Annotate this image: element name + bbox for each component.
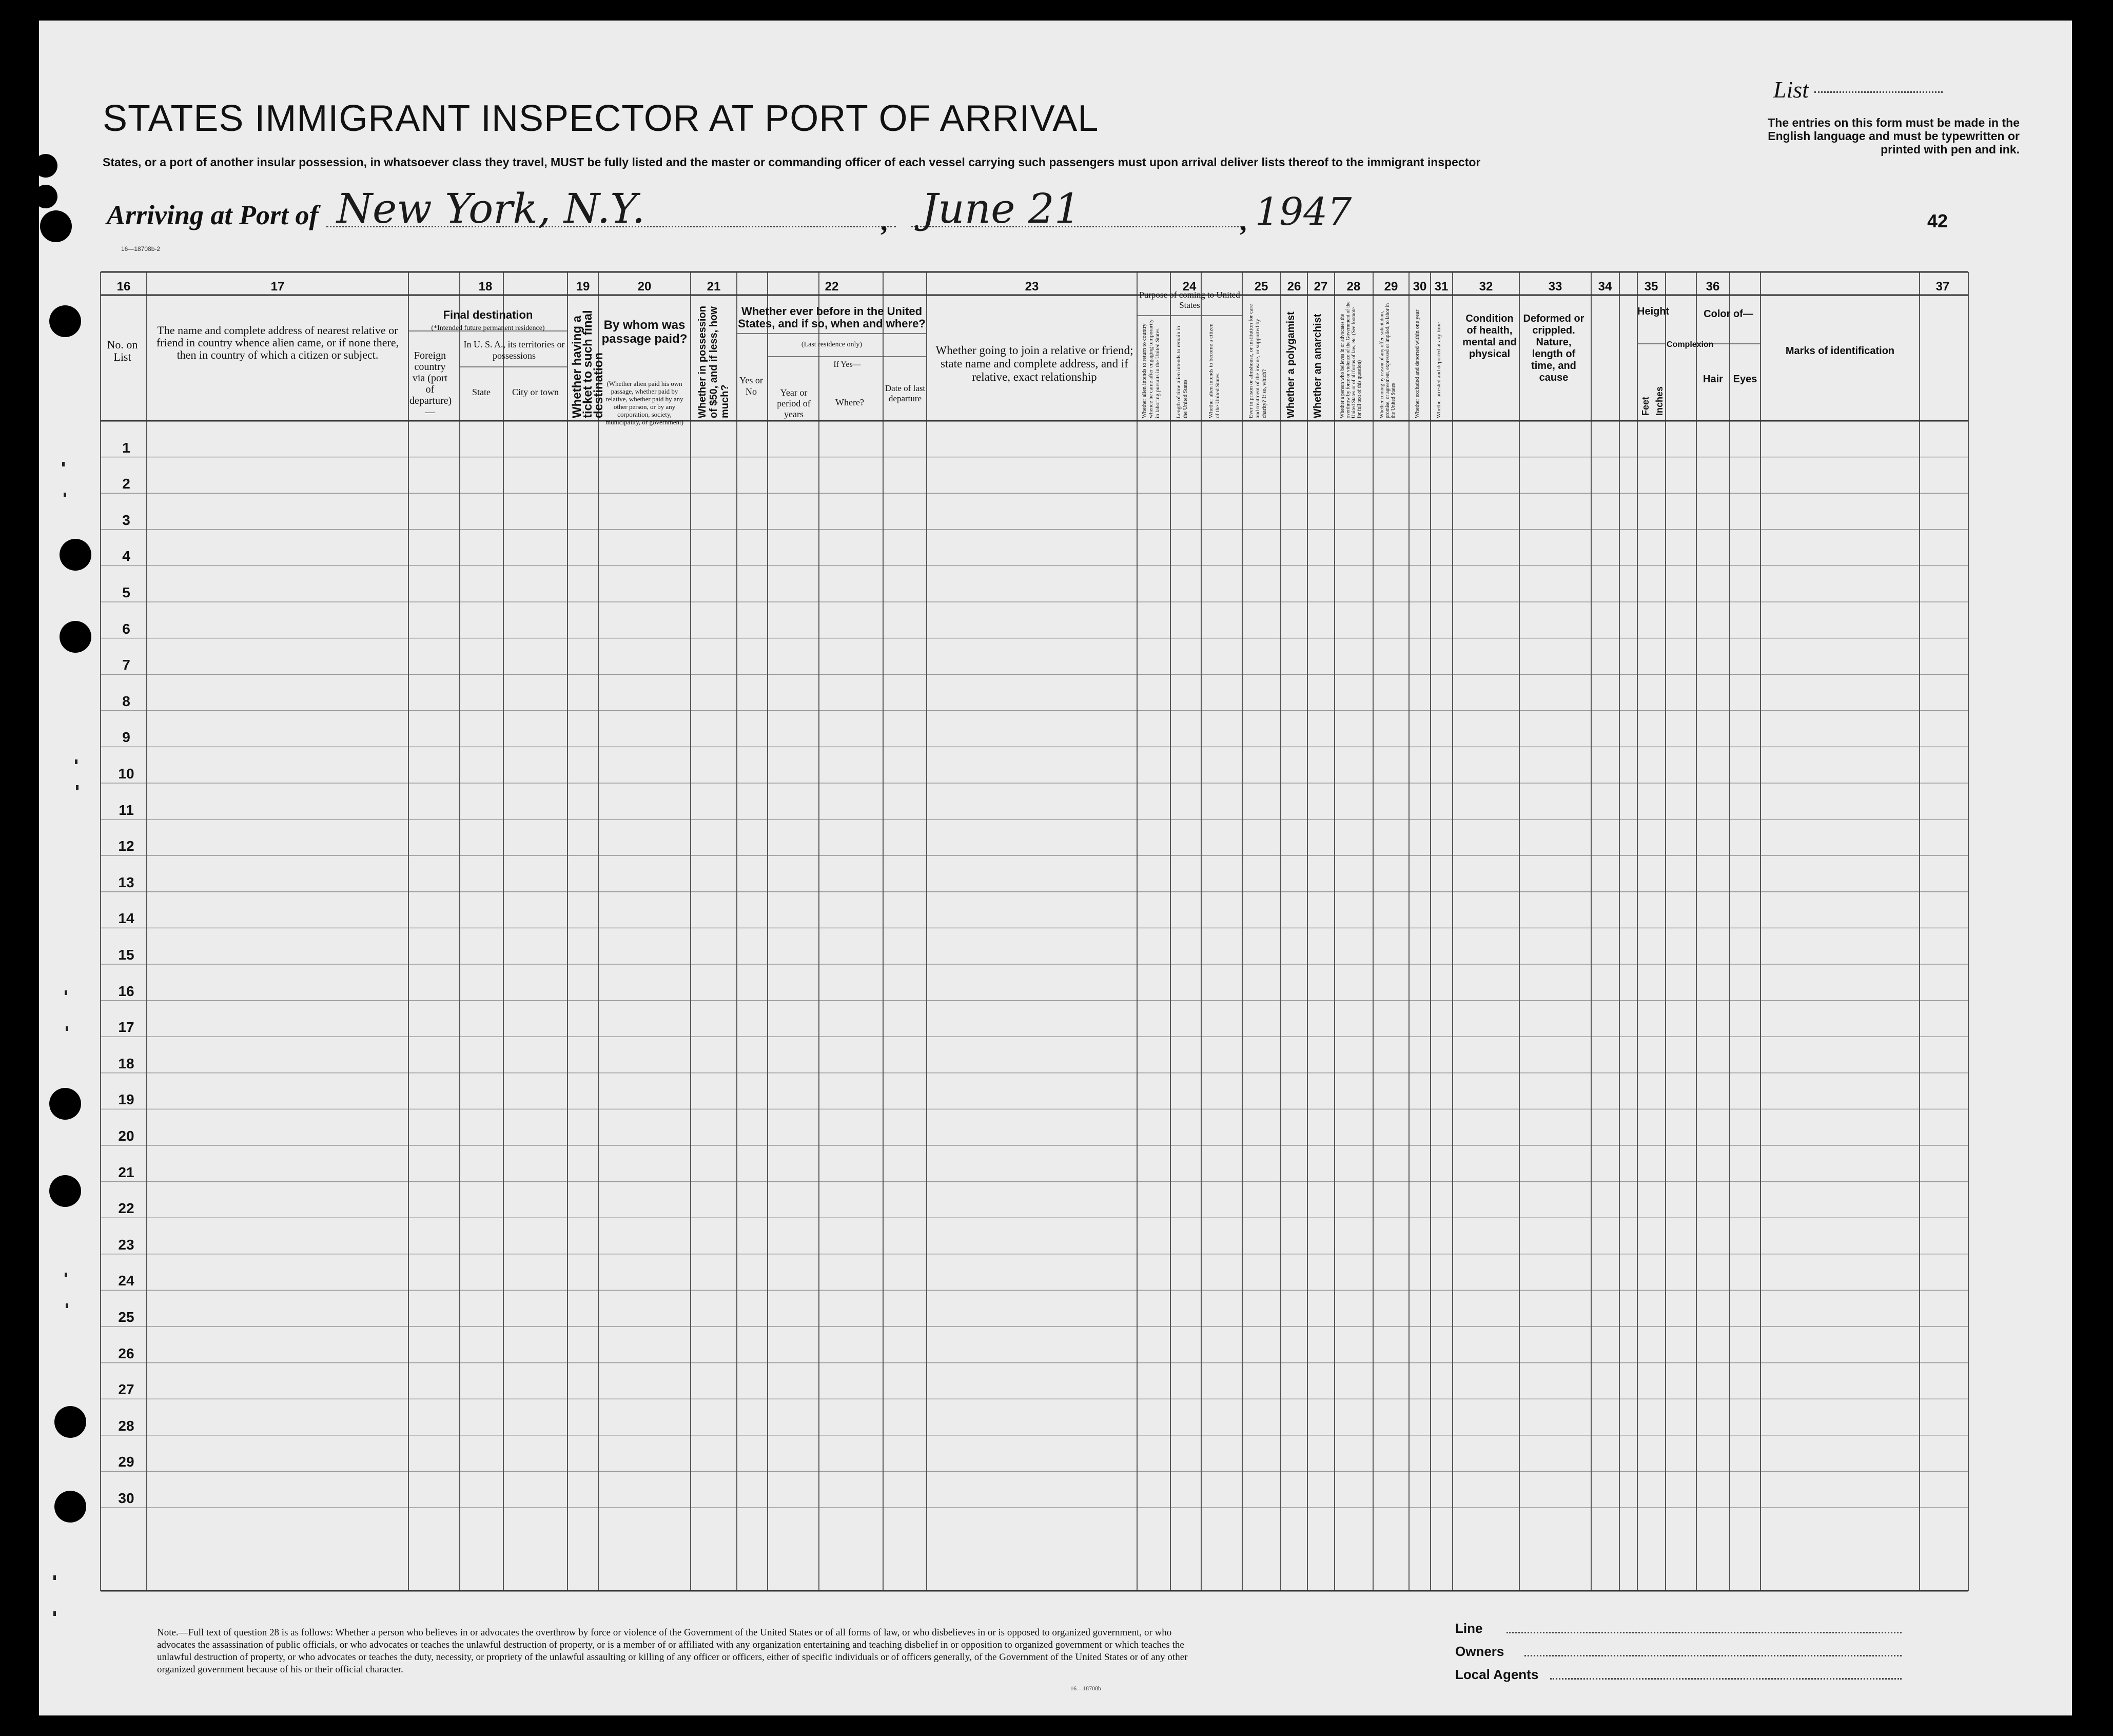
row-number: 5: [122, 584, 130, 600]
row-number: 20: [118, 1128, 134, 1144]
column-number: 32: [1479, 280, 1493, 294]
header-final-destination: Final destination: [443, 308, 533, 321]
row-number: 19: [118, 1091, 134, 1108]
header-height: Height: [1637, 306, 1670, 317]
header-state: State: [472, 387, 491, 397]
header-nearest-relative: The name and complete address of nearest relative or friend in country whence alien came, or if none there, then in country of which a citizen or subject.: [156, 324, 399, 361]
row-number: 22: [118, 1200, 134, 1217]
header-joining-relative: Whether going to join a relative or friend; state name and complete address, and if relative, exact relationship: [935, 344, 1133, 383]
header-marks: Marks of identification: [1785, 345, 1895, 357]
header-q31: Whether arrested and deported at any time: [1436, 322, 1442, 418]
column-number: 22: [825, 280, 839, 294]
header-complexion: Complexion: [1667, 340, 1714, 349]
column-number: 16: [116, 280, 131, 294]
row-number: 25: [118, 1309, 134, 1325]
row-number: 8: [122, 693, 130, 709]
punch-hole: [49, 1088, 81, 1120]
column-number: 28: [1346, 280, 1361, 294]
header-anarchist: Whether an anarchist: [1312, 314, 1323, 418]
comma: ,: [881, 206, 888, 237]
punch-hole: [54, 1406, 86, 1438]
date-handwriting: June 21: [922, 185, 1081, 232]
ink-speck: [66, 1026, 68, 1031]
agents-field[interactable]: [1550, 1678, 1902, 1680]
ink-speck: [53, 1575, 56, 1580]
punch-hole: [40, 210, 72, 242]
row-number: 2: [122, 476, 130, 492]
column-number: 17: [270, 280, 285, 294]
column-number: 20: [637, 280, 652, 294]
header-date-last-departure: Date of last departure: [885, 383, 926, 403]
owners-label: Owners: [1455, 1644, 1504, 1659]
form-sheet: [39, 21, 2072, 1715]
column-number: 21: [707, 280, 721, 294]
port-handwriting: New York, N.Y.: [337, 185, 645, 232]
row-number: 21: [118, 1164, 134, 1180]
header-city-or-town: City or town: [512, 387, 559, 397]
form-code: 16—18708b-2: [121, 245, 161, 252]
column-number: 37: [1935, 280, 1950, 294]
row-number: 15: [118, 947, 134, 963]
header-in-usa: In U. S. A., its territories or possessions: [463, 339, 565, 361]
page-number: 42: [1927, 210, 1948, 231]
header-where: Where?: [835, 397, 864, 407]
owners-field[interactable]: [1524, 1655, 1902, 1656]
row-number: 28: [118, 1417, 134, 1434]
table-grid: [39, 21, 2072, 1715]
row-number: 12: [118, 838, 134, 854]
header-final-destination-note: (*Intended future permanent residence): [431, 324, 545, 332]
header-purpose-c: Whether alien intends to become a citizen of the United States: [1208, 323, 1221, 418]
row-number: 7: [122, 657, 130, 673]
comma: ,: [1240, 206, 1247, 237]
column-number: 26: [1287, 280, 1301, 294]
header-purpose-a: Whether alien intends to return to country whence he came after engaging temporarily in laboring pursuits in the United States: [1141, 319, 1161, 418]
column-number: 23: [1025, 280, 1039, 294]
row-number: 30: [118, 1490, 134, 1506]
row-number: 11: [119, 802, 134, 818]
agents-label: Local Agents: [1455, 1667, 1539, 1682]
ink-speck: [53, 1611, 56, 1616]
row-number: 14: [118, 910, 134, 927]
column-number: 18: [478, 280, 493, 294]
column-number: 30: [1413, 280, 1427, 294]
punch-hole: [60, 621, 91, 653]
header-inches: Inches: [1654, 386, 1665, 416]
year-handwriting: 1947: [1255, 190, 1352, 234]
column-number: 36: [1706, 280, 1720, 294]
row-number: 17: [118, 1019, 134, 1036]
column-number: 19: [576, 280, 590, 294]
header-color-of: Color of—: [1704, 308, 1753, 320]
punch-hole: [54, 1491, 86, 1523]
header-year-or-period: Year or period of years: [777, 387, 811, 419]
header-q30: Whether excluded and deported within one year: [1414, 309, 1420, 418]
header-possession-50: Whether in possession of $50, and if less, how much?: [697, 306, 731, 418]
header-foreign-country: Foreign country via (port of departure)—: [409, 350, 452, 418]
column-number: 25: [1254, 280, 1268, 294]
ink-speck: [64, 493, 66, 497]
header-q29: Whether coming by reason of any offer, solicitation, promise, or agreement, expressed or implied, to labor in the United States: [1379, 303, 1396, 418]
row-number: 26: [118, 1345, 134, 1361]
row-number: 23: [118, 1236, 134, 1253]
column-number: 33: [1548, 280, 1562, 294]
row-number: 27: [118, 1381, 134, 1398]
row-number: 18: [118, 1055, 134, 1071]
header-condition: Condition of health, mental and physical: [1462, 313, 1517, 360]
header-passage-paid-note: (Whether alien paid his own passage, whether paid by relative, whether paid by any other person, or by any corporation, society, municipality, or government): [605, 380, 683, 426]
header-passage-paid: By whom was passage paid?: [601, 318, 688, 346]
ink-speck: [76, 785, 79, 790]
row-number: 4: [122, 548, 130, 564]
header-feet: Feet: [1640, 396, 1651, 416]
row-number: 6: [122, 620, 130, 637]
line-label: Line: [1455, 1621, 1483, 1636]
column-number: 35: [1644, 280, 1658, 294]
row-number: 16: [118, 983, 134, 999]
header-purpose-b: Length of time alien intends to remain in the United States: [1176, 326, 1188, 418]
ink-speck: [65, 990, 67, 995]
list-label: List: [1773, 76, 1809, 103]
header-last-residence: (Last residence only): [801, 341, 863, 348]
arriving-label: Arriving at Port of: [107, 200, 319, 230]
column-number: 27: [1314, 280, 1328, 294]
footnote: Note.—Full text of question 28 is as follows: Whether a person who believes in or advocates the overthrow by force or violence of the Government of the United States or of all forms of law, or who disbelieves in or is opposed to organized government, or who advocates the assassination of public officials, or who advocates or teaches the unlawful destruction of property, or is a member of or affiliated with any organization entertaining and teaching disbelief in or opposition to organized government or which teaches the unlawful destruction of property, or who advocates or teaches the duty, necessity, or propriety of the unlawful assaulting or killing of any officer or officers, either of specific individuals or of officers generally, of the Government of the United States or of any other organized government because of his or their official character.: [157, 1627, 1188, 1675]
header-polygamist: Whether a polygamist: [1285, 311, 1297, 418]
line-field[interactable]: [1507, 1632, 1902, 1633]
header-ticket: Whether having a ticket to such final destination: [570, 310, 605, 418]
header-ever-before: Whether ever before in the United States, and if so, when and where?: [738, 305, 926, 330]
row-number: 29: [118, 1454, 134, 1470]
ink-speck: [75, 759, 77, 764]
header-hair: Hair: [1703, 374, 1723, 385]
ink-speck: [66, 1303, 68, 1308]
header-purpose: Purpose of coming to United States: [1139, 290, 1240, 310]
footnote-code: 16—18708b: [1070, 1685, 1101, 1692]
punch-hole: [49, 1175, 81, 1207]
form-title: STATES IMMIGRANT INSPECTOR AT PORT OF ARRIVAL: [103, 98, 1099, 139]
row-number: 10: [118, 766, 134, 782]
column-number: 29: [1384, 280, 1398, 294]
header-prison: Ever in prison or almshouse, or institution for care and treatment of the insane, or supported by charity? If so, which?: [1248, 304, 1267, 418]
ink-speck: [62, 462, 65, 466]
row-number: 9: [122, 729, 130, 746]
header-q28: Whether a person who believes in or advocates the overthrow by force or violence of the Government of the United States or of all forms of law, etc. (See footnote for full text of this question): [1340, 301, 1362, 418]
header-deformed: Deformed or crippled. Nature, length of time, and cause: [1523, 313, 1584, 383]
row-number: 3: [122, 512, 130, 528]
header-yes-or-no: Yes or No: [739, 375, 763, 397]
header-no-on-list: No. on List: [107, 338, 138, 363]
row-number: 24: [118, 1273, 134, 1289]
column-number: 31: [1434, 280, 1449, 294]
column-number: 24: [1182, 280, 1197, 294]
column-number: 34: [1598, 280, 1612, 294]
punch-hole: [49, 305, 81, 337]
header-eyes: Eyes: [1733, 374, 1757, 385]
row-number: 1: [122, 439, 130, 456]
row-number: 13: [118, 874, 134, 890]
header-if-yes: If Yes—: [833, 360, 861, 369]
instructions: The entries on this form must be made in the English language and must be typewritten or printed with pen and ink.: [1768, 116, 2020, 156]
punch-hole: [60, 539, 91, 571]
form-subtitle: States, or a port of another insular possession, in whatsoever class they travel, MUST be fully listed and the master or commanding officer of each vessel carrying such passengers must upon arrival deliver lists thereof to the immigrant inspector: [103, 155, 1481, 169]
ink-speck: [65, 1273, 67, 1277]
